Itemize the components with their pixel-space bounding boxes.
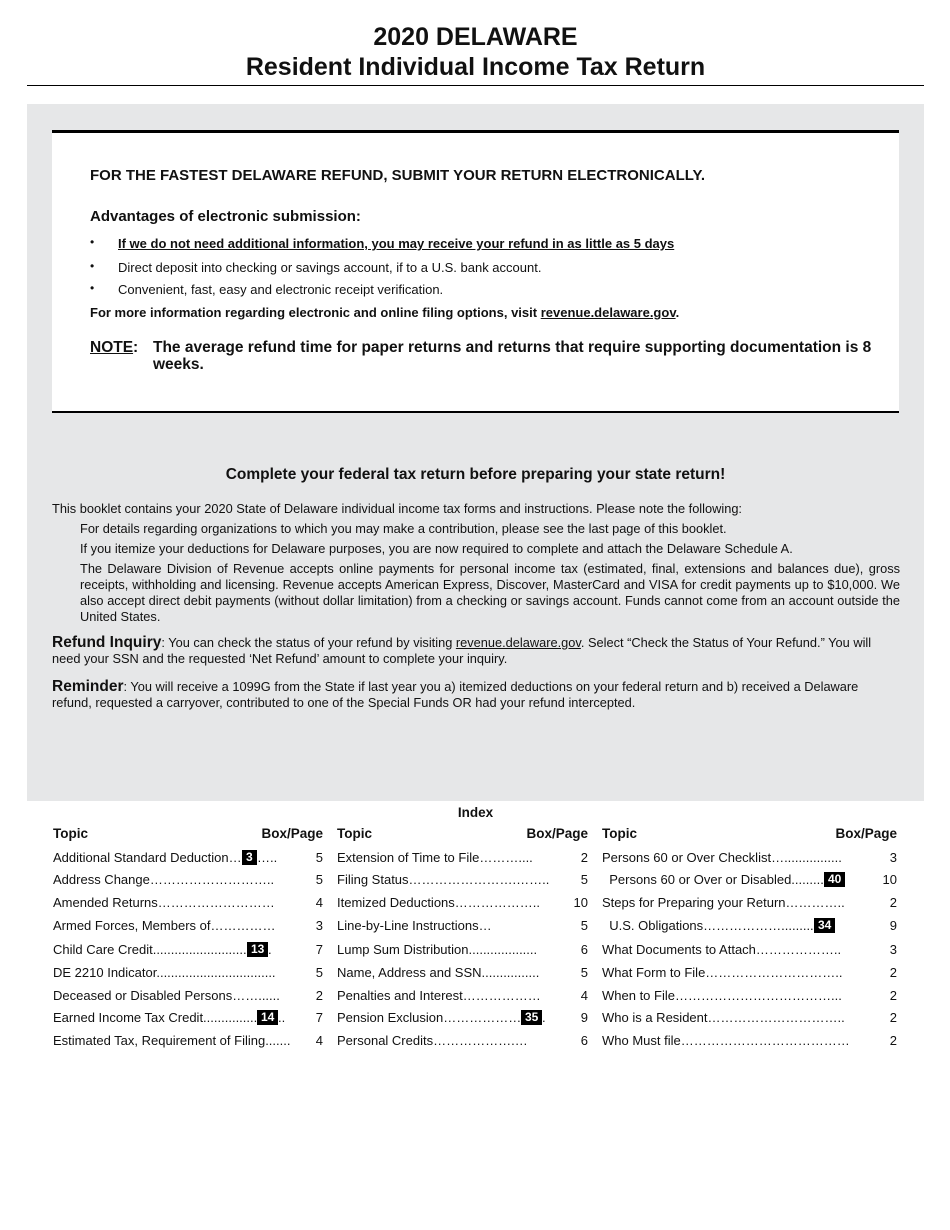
index-page-number: 5	[580, 872, 588, 887]
advantages-heading: Advantages of electronic submission:	[90, 208, 361, 225]
topic-header: Topic	[602, 826, 637, 841]
index-topic: Earned Income Tax Credit...............	[53, 1010, 258, 1025]
note-label: NOTE	[90, 339, 134, 356]
refund-inquiry-paragraph	[52, 635, 900, 667]
note-text: The average refund time for paper returns and returns that require supporting documentation is 8 weeks.	[153, 339, 872, 373]
box-number-badge: 40	[824, 872, 845, 887]
index-topic: Armed Forces, Members of……………	[53, 918, 276, 933]
index-page-number: 7	[315, 942, 323, 957]
electronic-filing-box	[52, 130, 899, 413]
box-number-badge: 13	[247, 942, 268, 957]
index-leader: ..	[278, 1010, 286, 1025]
box-number-badge: 34	[814, 918, 835, 933]
index-page-number: 5	[315, 850, 323, 865]
index-page-number: 4	[315, 895, 323, 910]
index-topic: Line-by-Line Instructions…	[337, 918, 492, 933]
index-topic: Steps for Preparing your Return…………..	[602, 895, 845, 910]
index-page-number: 2	[889, 895, 897, 910]
topic-header: Topic	[53, 826, 88, 841]
index-topic: Pension Exclusion………………	[337, 1010, 522, 1025]
index-leader: .	[268, 942, 272, 957]
boxpage-header: Box/Page	[261, 826, 323, 841]
topic-header: Topic	[337, 826, 372, 841]
box-number-badge: 35	[521, 1010, 542, 1025]
index-topic: Child Care Credit..........................	[53, 942, 247, 957]
index-page-number: 5	[315, 965, 323, 980]
index-topic: What Form to File…………………………..	[602, 965, 843, 980]
index-topic: Persons 60 or Over Checklist…................	[602, 850, 842, 865]
refund-text-a: : You can check the status of your refund by visiting	[161, 635, 456, 650]
bullet-dot-icon: •	[90, 235, 95, 249]
index-topic: U.S. Obligations……………….........	[602, 918, 814, 933]
bullet-dot-icon: •	[90, 259, 95, 273]
index-page-number: 2	[580, 850, 588, 865]
index-page-number: 10	[573, 895, 588, 910]
index-topic: When to File………………………………...	[602, 988, 842, 1003]
index-page-number: 5	[580, 965, 588, 980]
index-page-number: 2	[889, 988, 897, 1003]
index-topic: Penalties and Interest………………	[337, 988, 541, 1003]
index-topic: Amended Returns………………………	[53, 895, 275, 910]
intro-paragraph: This booklet contains your 2020 State of Delaware individual income tax forms and instructions. Please note the following:	[52, 501, 742, 516]
index-page-number: 9	[580, 1010, 588, 1025]
boxpage-header: Box/Page	[526, 826, 588, 841]
refund-inquiry-lead: Refund Inquiry	[52, 634, 162, 651]
index-topic: What Documents to Attach………………..	[602, 942, 842, 957]
index-topic: Deceased or Disabled Persons……......	[53, 988, 280, 1003]
index-topic: DE 2210 Indicator.................................	[53, 965, 276, 980]
index-page-number: 6	[580, 942, 588, 957]
box-number-badge: 3	[242, 850, 257, 865]
note-colon: :	[133, 339, 139, 356]
index-topic: Who Must file…………………………………	[602, 1033, 850, 1048]
index-page-number: 4	[315, 1033, 323, 1048]
index-page-number: 5	[580, 918, 588, 933]
index-topic: Address Change………………………..	[53, 872, 275, 887]
index-topic: Who is a Resident…………………………..	[602, 1010, 845, 1025]
index-page-number: 2	[889, 1033, 897, 1048]
index-topic: Personal Credits……………….…	[337, 1033, 528, 1048]
index-topic: Lump Sum Distribution...................	[337, 942, 538, 957]
index-topic: Persons 60 or Over or Disabled.........	[602, 872, 824, 887]
bullet-dot-icon: •	[90, 281, 95, 295]
index-topic: Extension of Time to File………....	[337, 850, 533, 865]
box-number-badge: 14	[257, 1010, 278, 1025]
bullet-text: If we do not need additional information, you may receive your refund in as little as 5 days	[118, 236, 675, 251]
index-page-number: 3	[889, 850, 897, 865]
more-info-end: .	[675, 305, 680, 320]
index-page-number: 7	[315, 1010, 323, 1025]
index-topic: Estimated Tax, Requirement of Filing.......	[53, 1033, 291, 1048]
fastest-refund-heading: FOR THE FASTEST DELAWARE REFUND, SUBMIT YOUR RETURN ELECTRONICALLY.	[90, 167, 706, 184]
index-page-number: 6	[580, 1033, 588, 1048]
index-leader: …..	[257, 850, 278, 865]
payments-paragraph: The Delaware Division of Revenue accepts online payments for personal income tax (estimated, final, extensions and balances due), gross receipts, withholding and licensing. Revenue accepts American Express, Discover, MasterCard and VISA for credit payments up to $10,000. We also accept direct debit payments (without dollar limitation) from a checking or savings account. Funds cannot come from an account outside the United States.	[80, 561, 900, 624]
index-page-number: 2	[889, 1010, 897, 1025]
revenue-link[interactable]: revenue.delaware.gov	[540, 305, 676, 320]
index-title: Index	[457, 805, 494, 820]
bullet-text: Convenient, fast, easy and electronic receipt verification.	[118, 282, 444, 297]
index-topic: Itemized Deductions………………..	[337, 895, 541, 910]
index-topic: Filing Status…………………….……..	[337, 872, 550, 887]
contribution-paragraph: For details regarding organizations to which you may make a contribution, please see the last page of this booklet.	[80, 521, 727, 536]
reminder-paragraph	[52, 679, 900, 711]
index-page-number: 2	[889, 965, 897, 980]
index-page-number: 4	[580, 988, 588, 1003]
refund-link[interactable]: revenue.delaware.gov	[455, 635, 581, 650]
index-page-number: 3	[889, 942, 897, 957]
reminder-lead: Reminder	[52, 678, 124, 695]
more-info-line	[90, 305, 679, 320]
index-page-number: 3	[315, 918, 323, 933]
complete-federal-heading: Complete your federal tax return before preparing your state return!	[225, 466, 726, 483]
index-topic: Name, Address and SSN................	[337, 965, 540, 980]
document-header	[27, 22, 924, 86]
index-page-number: 9	[889, 918, 897, 933]
reminder-text: : You will receive a 1099G from the State if last year you a) itemized deductions on your federal return and b) received a Delaware refund, requested a carryover, contributed to one of the Special Funds OR had your refund intercepted.	[52, 679, 859, 710]
more-info-text: For more information regarding electronic and online filing options, visit	[90, 305, 541, 320]
title-line-2: Resident Individual Income Tax Return	[245, 53, 706, 81]
index-page-number: 2	[315, 988, 323, 1003]
itemize-paragraph: If you itemize your deductions for Delaware purposes, you are now required to complete and attach the Delaware Schedule A.	[80, 541, 793, 556]
index-page-number: 10	[882, 872, 897, 887]
index-page-number: 5	[315, 872, 323, 887]
index-leader: .	[542, 1010, 546, 1025]
title-line-1: 2020 DELAWARE	[373, 23, 578, 51]
boxpage-header: Box/Page	[835, 826, 897, 841]
index-topic: Additional Standard Deduction…	[53, 850, 242, 865]
bullet-text: Direct deposit into checking or savings account, if to a U.S. bank account.	[118, 260, 542, 275]
refund-text-b: . Select “Check the Status of Your Refund.” You will need your SSN and the requested ‘Net Refund’ amount to complete your inquiry.	[52, 635, 872, 666]
